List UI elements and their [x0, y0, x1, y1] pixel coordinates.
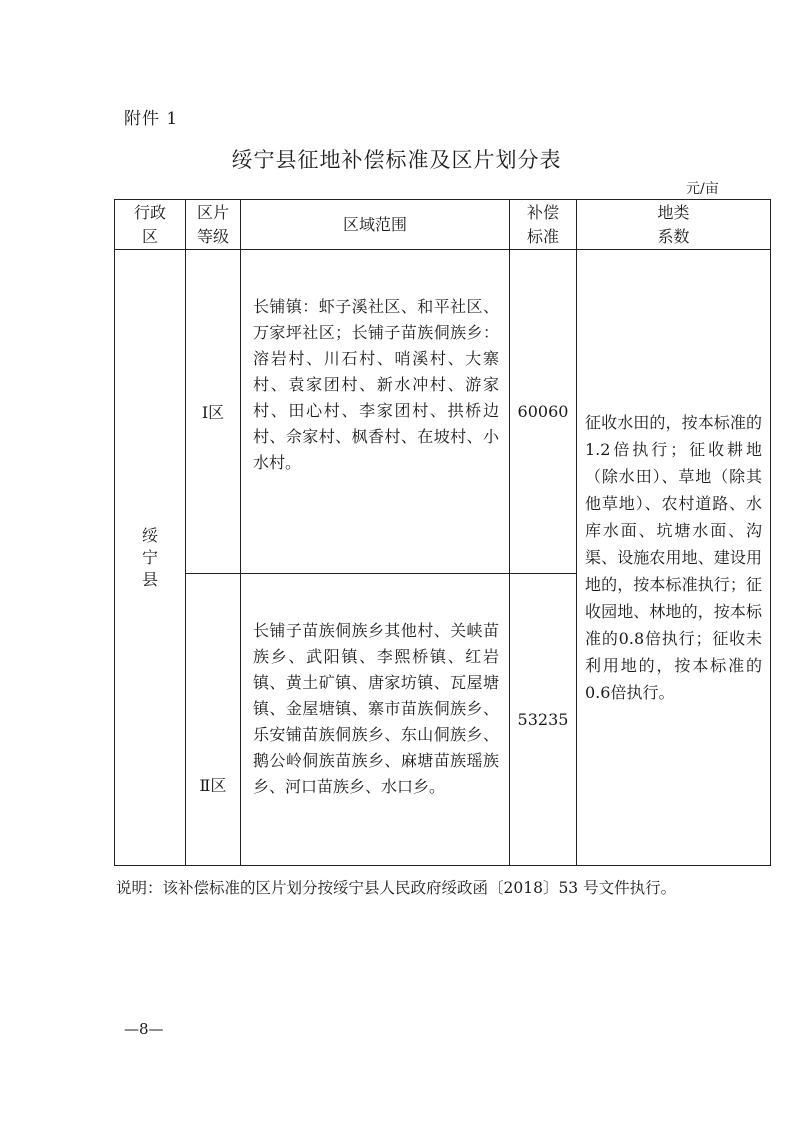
unit-label: 元/亩 — [686, 181, 719, 197]
table-header-row — [115, 200, 771, 250]
footnote: 说明：该补偿标准的区片划分按绥宁县人民政府绥政函〔2018〕53 号文件执行。 — [116, 879, 677, 897]
zone-grade-1: Ⅰ区 — [186, 250, 241, 574]
header-grade: 区片 等级 — [186, 200, 241, 250]
zone-area-2 — [241, 574, 510, 866]
header-standard: 补偿 标准 — [510, 200, 577, 250]
coefficient-cell: 征收水田的，按本标准的1.2倍执行；征收耕地（除水田）、草地（除其他草地）、农村道路、水库水面、坑塘水面、沟渠、设施农用地、建设用地的，按本标准执行；征收园地、林地的，按本标准的0.8倍执行；征收未利用地的，按本标准的0.6倍执行。 — [577, 250, 771, 866]
attachment-label: 附件 1 — [124, 109, 179, 129]
zone-standard-2: 53235 — [510, 574, 577, 866]
header-county: 行政 区 — [115, 200, 186, 250]
header-area: 区域范围 — [241, 200, 510, 250]
zone-area-text-1: 长铺镇：虾子溪社区、和平社区、万家坪社区；长铺子苗族侗族乡：溶岩村、川石村、哨溪村、大寨村、袁家团村、新水冲村、游家村、田心村、李家团村、拱桥边村、佘家村、枫香村、在坡村、小水村。 — [253, 297, 499, 472]
zone-area-1 — [241, 250, 510, 574]
document-title: 绥宁县征地补偿标准及区片划分表 — [231, 148, 562, 172]
table-row-zone-1 — [115, 250, 771, 574]
zone-standard-1: 60060 — [510, 250, 577, 574]
county-cell: 绥 宁 县 — [115, 250, 186, 866]
zone-area-text-2: 长铺子苗族侗族乡其他村、关峡苗族乡、武阳镇、李熙桥镇、红岩镇、黄土矿镇、唐家坊镇、瓦屋塘镇、金屋塘镇、寨市苗族侗族乡、乐安铺苗族侗族乡、东山侗族乡、鹅公岭侗族苗族乡、麻塘苗族瑶族乡、河口苗族乡、水口乡。 — [253, 621, 499, 796]
page-number: —8— — [124, 1020, 164, 1038]
zone-grade-2: Ⅱ区 — [186, 574, 241, 866]
header-coefficient: 地类 系数 — [577, 200, 771, 250]
compensation-table — [114, 199, 771, 866]
